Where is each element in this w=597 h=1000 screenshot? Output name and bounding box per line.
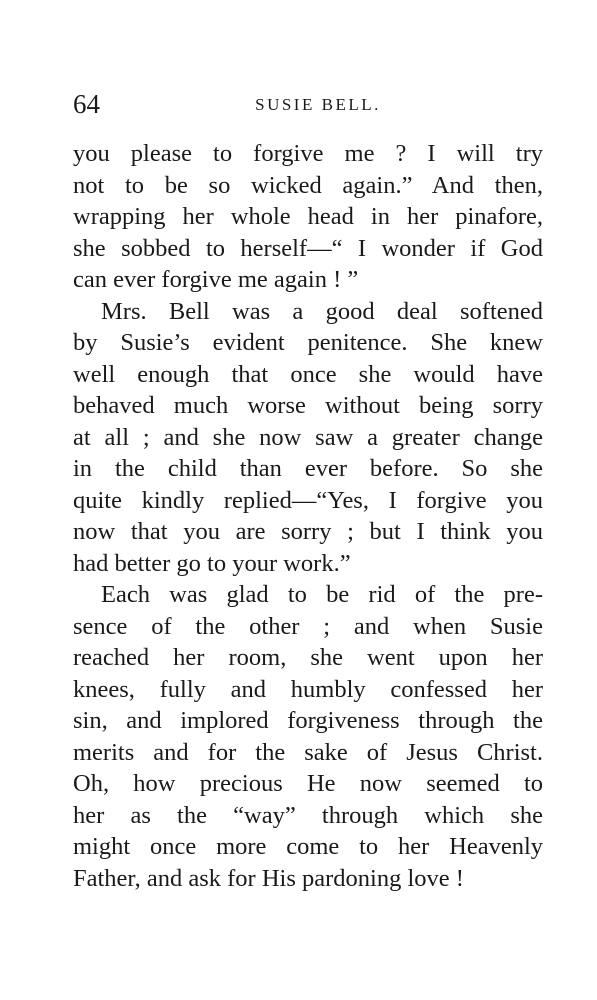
text-line: behaved much worse without being sorry bbox=[73, 392, 543, 419]
text-line: had better go to your work.” bbox=[73, 549, 351, 577]
text-line: sence of the other ; and when Susie bbox=[73, 612, 543, 640]
text-line: knees, fully and humbly confessed her bbox=[73, 675, 543, 703]
text-line: sin, and implored forgiveness through the bbox=[73, 707, 543, 734]
text-line: her as the “way” through which she bbox=[73, 801, 543, 829]
text-line: can ever forgive me again ! ” bbox=[73, 266, 359, 293]
text-line: merits and for the sake of Jesus Christ. bbox=[73, 738, 543, 766]
paragraph bbox=[73, 296, 543, 580]
paragraph bbox=[73, 138, 543, 296]
paragraph bbox=[73, 579, 543, 894]
text-line: not to be so wicked again.” And then, bbox=[73, 171, 543, 199]
text-line: wrapping her whole head in her pinafore, bbox=[73, 203, 543, 230]
text-line: by Susie’s evident penitence. She knew bbox=[73, 329, 543, 356]
page-number: 64 bbox=[73, 89, 100, 119]
text-line: might once more come to her Heavenly bbox=[73, 833, 543, 860]
text-line: well enough that once she would have bbox=[73, 360, 543, 388]
text-line: reached her room, she went upon her bbox=[73, 644, 543, 671]
text-line: you please to forgive me ? I will try bbox=[73, 140, 543, 167]
text-line: in the child than ever before. So she bbox=[73, 455, 543, 482]
text-line: at all ; and she now saw a greater change bbox=[73, 423, 543, 451]
text-line: Mrs. Bell was a good deal softened bbox=[101, 297, 543, 325]
text-line: she sobbed to herself—“ I wonder if God bbox=[73, 234, 543, 262]
text-line: Father, and ask for His pardoning love ! bbox=[73, 864, 464, 892]
text-line: Oh, how precious He now seemed to bbox=[73, 770, 543, 797]
text-line: Each was glad to be rid of the pre- bbox=[101, 581, 543, 608]
body-text bbox=[73, 138, 543, 894]
running-title: SUSIE BELL. bbox=[255, 95, 381, 114]
text-line: now that you are sorry ; but I think you bbox=[73, 518, 543, 545]
text-line: quite kindly replied—“Yes, I forgive you bbox=[73, 486, 543, 514]
page-header bbox=[73, 86, 543, 126]
